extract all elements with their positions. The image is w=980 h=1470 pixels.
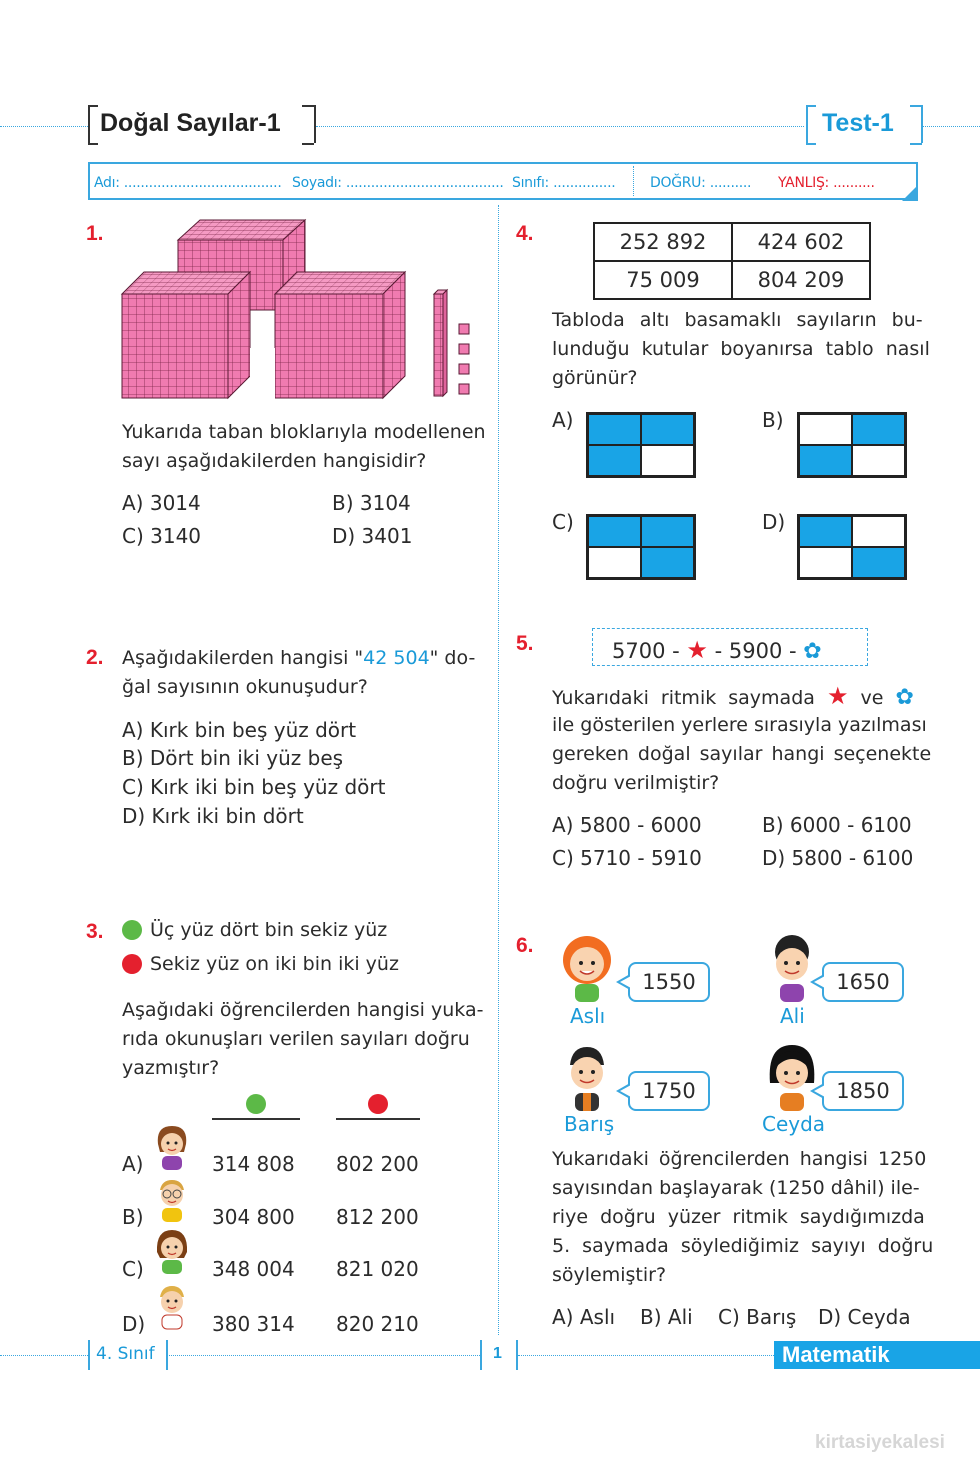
q4-option-label: A): [552, 408, 574, 432]
q3-red-value: 802 200: [336, 1152, 419, 1176]
q2-text-end: " do-: [429, 647, 476, 669]
boy-student-icon: [154, 1283, 190, 1327]
girl-braids-student-icon: [154, 1228, 190, 1272]
pattern-dash: -: [714, 639, 723, 663]
q6-option-b[interactable]: B) Ali: [640, 1305, 693, 1329]
name-field[interactable]: Adı: ......................................: [94, 175, 282, 191]
q2-option-a[interactable]: A) Kırk bin beş yüz dört: [122, 718, 357, 742]
boy-student-icon: [560, 1043, 614, 1117]
class-field[interactable]: Sınıfı: ...............: [512, 175, 616, 191]
question-5-text-line: doğru verilmiştir?: [552, 772, 720, 794]
q1-option-d[interactable]: D) 3401: [332, 524, 413, 548]
column-divider: [498, 205, 499, 1335]
question-4-text-line: görünür?: [552, 367, 638, 389]
pattern-value: 5900: [728, 639, 783, 663]
question-4-number: 4.: [516, 222, 534, 245]
q5-option-a[interactable]: A) 5800 - 6000: [552, 813, 702, 837]
q1-option-a[interactable]: A) 3014: [122, 491, 201, 515]
q3-green-value: 314 808: [212, 1152, 295, 1176]
green-dot-icon: [122, 920, 142, 940]
table-cell: 804 209: [732, 261, 870, 299]
q2-option-c[interactable]: C) Kırk iki bin beş yüz dört: [122, 775, 386, 799]
question-5-number: 5.: [516, 632, 534, 655]
base-ten-blocks: [120, 218, 480, 403]
q3-red-value: 820 210: [336, 1312, 419, 1336]
q2-option-b[interactable]: B) Dört bin iki yüz beş: [122, 746, 344, 770]
question-1-text-line: sayı aşağıdakilerden hangisidir?: [122, 450, 427, 472]
question-4-text-line: lunduğu kutular boyanırsa tablo nasıl: [552, 338, 930, 360]
red-number-text: Sekiz yüz on iki bin iki yüz: [150, 953, 399, 975]
shaded-grid: [797, 412, 907, 478]
q3-green-value: 380 314: [212, 1312, 295, 1336]
question-3-text-line: yazmıştır?: [122, 1057, 220, 1079]
q3-green-value: 348 004: [212, 1257, 295, 1281]
q3-option-label: A): [122, 1152, 144, 1176]
question-1-number: 1.: [86, 222, 104, 245]
boy-curly-hair-icon: [765, 934, 819, 1008]
pattern-dash: -: [789, 639, 797, 663]
kid-name: Ali: [780, 1004, 805, 1028]
boy-glasses-student-icon: [154, 1176, 190, 1220]
question-3-text-line: rıda okunuşları verilen sayıları doğru: [122, 1028, 470, 1050]
q2-number-highlight: 42 504: [363, 647, 430, 669]
q2-text-start: Aşağıdakilerden hangisi ": [122, 647, 364, 669]
star-icon: ★: [826, 682, 849, 710]
kid-name: Barış: [564, 1112, 615, 1136]
red-column-line: [336, 1118, 420, 1120]
page-title: Doğal Sayılar-1: [100, 109, 281, 137]
question-3-text-line: Aşağıdaki öğrencilerden hangisi yuka-: [122, 999, 484, 1021]
green-column-line: [212, 1118, 300, 1120]
question-3-number: 3.: [86, 920, 104, 943]
q1-option-b[interactable]: B) 3104: [332, 491, 411, 515]
pattern-dash: -: [672, 639, 680, 663]
red-dot-icon: [122, 954, 142, 974]
table-cell: 252 892: [594, 223, 732, 261]
question-2-text-line: [122, 644, 475, 673]
question-5-text-line: ile gösterilen yerlere sırasıyla yazılması: [552, 714, 927, 736]
q3-option-label: B): [122, 1205, 144, 1229]
table-cell: 75 009: [594, 261, 732, 299]
green-number-text: Üç yüz dört bin sekiz yüz: [150, 919, 388, 941]
question-5-text-line: gereken doğal sayılar hangi seçenekte: [552, 743, 932, 765]
kid-name: Ceyda: [762, 1112, 826, 1136]
q3-red-value: 812 200: [336, 1205, 419, 1229]
pattern-value: 5700: [612, 639, 666, 663]
shaded-grid: [797, 514, 907, 580]
subject-label: Matematik: [782, 1342, 890, 1367]
q5-option-d[interactable]: D) 5800 - 6100: [762, 846, 914, 870]
question-2-number: 2.: [86, 646, 104, 669]
q4-option-label: D): [762, 510, 786, 534]
question-6-text-line: söylemiştir?: [552, 1264, 667, 1286]
question-5-text-line: [552, 682, 912, 713]
q5-text: Yukarıdaki ritmik saymada: [552, 687, 815, 709]
speech-bubble: 1550: [628, 962, 710, 1002]
question-2-text-line: ğal sayısının okunuşudur?: [122, 676, 368, 698]
shaded-grid: [586, 514, 696, 580]
star-icon: ★: [686, 636, 708, 664]
page-number: 1: [493, 1345, 502, 1362]
question-6-text-line: Yukarıdaki öğrencilerden hangisi 1250: [552, 1148, 927, 1170]
green-column-dot-icon: [246, 1094, 266, 1114]
question-6-number: 6.: [516, 934, 534, 957]
q5-text-ve: ve: [860, 687, 884, 709]
flower-icon: ✿: [803, 639, 822, 664]
question-6-text-line: riye doğru yüzer ritmik saydığımızda: [552, 1206, 925, 1228]
q2-option-d[interactable]: D) Kırk iki bin dört: [122, 804, 304, 828]
q3-option-label: D): [122, 1312, 146, 1336]
wrong-field[interactable]: YANLIŞ: ..........: [778, 175, 875, 191]
girl-student-icon: [154, 1124, 190, 1168]
q1-option-c[interactable]: C) 3140: [122, 524, 202, 548]
correct-field[interactable]: DOĞRU: ..........: [650, 175, 752, 191]
pattern-sequence: [612, 636, 822, 664]
surname-field[interactable]: Soyadı: ......................................: [292, 175, 504, 191]
red-column-dot-icon: [368, 1094, 388, 1114]
flower-icon: ✿: [895, 685, 914, 710]
question-6-text-line: 5. saymada söylediğimiz sayıyı doğru: [552, 1235, 934, 1257]
q5-option-b[interactable]: B) 6000 - 6100: [762, 813, 912, 837]
speech-bubble: 1850: [822, 1071, 904, 1111]
q6-option-a[interactable]: A) Aslı: [552, 1305, 616, 1329]
table-cell: 424 602: [732, 223, 870, 261]
q4-option-label: C): [552, 510, 574, 534]
speech-bubble: 1750: [628, 1071, 710, 1111]
q6-option-d[interactable]: D) Ceyda: [818, 1305, 911, 1329]
grade-label: 4. Sınıf: [96, 1344, 155, 1364]
girl-curly-hair-icon: [560, 934, 614, 1008]
question-6-text-line: sayısından başlayarak (1250 dâhil) ile-: [552, 1177, 920, 1199]
shaded-grid: [586, 412, 696, 478]
kid-name: Aslı: [570, 1004, 606, 1028]
q3-green-value: 304 800: [212, 1205, 295, 1229]
q5-option-c[interactable]: C) 5710 - 5910: [552, 846, 702, 870]
speech-bubble: 1650: [822, 962, 904, 1002]
q3-red-value: 821 020: [336, 1257, 419, 1281]
q6-option-c[interactable]: C) Barış: [718, 1305, 797, 1329]
test-label: Test-1: [822, 109, 894, 137]
watermark: kirtasiyekalesi: [815, 1432, 945, 1453]
number-table: [593, 222, 871, 300]
q4-option-label: B): [762, 408, 784, 432]
girl-black-hair-icon: [765, 1043, 819, 1117]
question-1-text-line: Yukarıda taban bloklarıyla modellenen: [122, 421, 486, 443]
q3-option-label: C): [122, 1257, 144, 1281]
question-4-text-line: Tabloda altı basamaklı sayıların bu-: [552, 309, 923, 331]
